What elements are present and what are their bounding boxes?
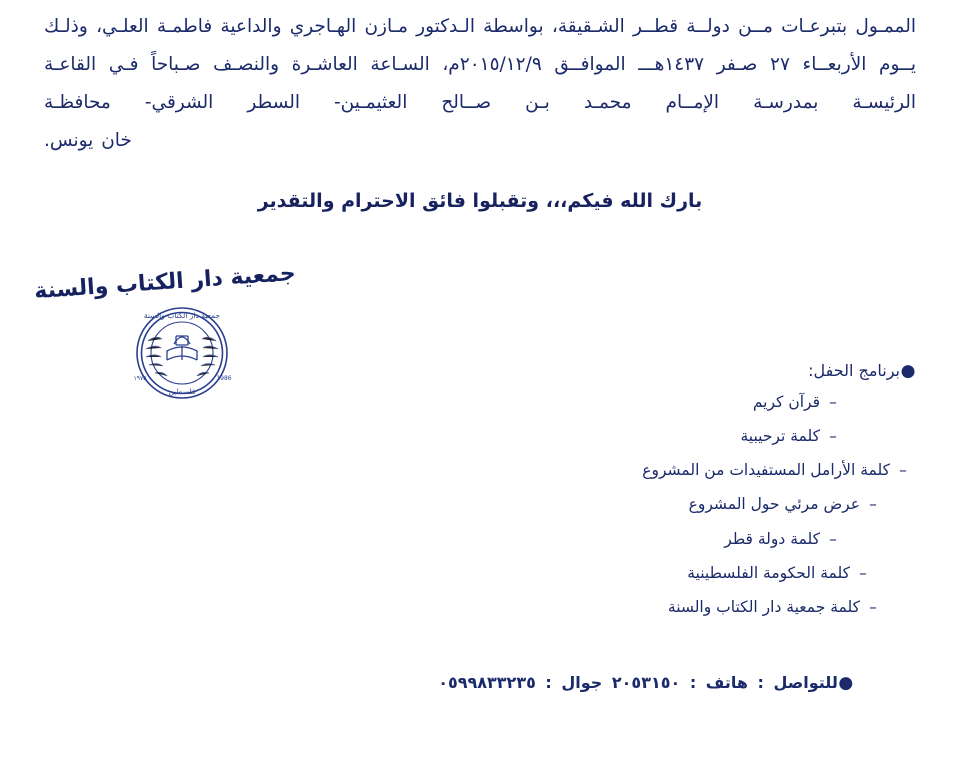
seal-bottom-text: فلسطين <box>168 386 196 396</box>
dash-icon: – <box>829 529 837 548</box>
program-item-label: عرض مرئي حول المشروع <box>688 495 860 514</box>
dash-icon: – <box>829 392 837 411</box>
body-paragraph <box>44 8 916 160</box>
bullet-icon: ● <box>900 361 916 381</box>
seal-right-year: 1986 <box>216 374 232 382</box>
list-item <box>416 392 846 412</box>
paragraph-line-2: وذلـك يــوم الأربعــاء ٢٧ صـفر ١٤٣٧هـــ الموافــق ٢٠١٥/١٢/٩م، السـاعة العاشـرة والنصـف <box>44 16 916 75</box>
dash-icon: – <box>859 563 867 582</box>
blessing-line: بارك الله فيكم،،، وتقبلوا فائق الاحترام والتقدير <box>257 189 703 212</box>
dash-icon: – <box>899 461 907 480</box>
program-item-label: قرآن كريم <box>752 392 820 411</box>
list-item <box>416 563 876 583</box>
list-item <box>416 426 846 446</box>
dash-icon: – <box>869 597 877 616</box>
paragraph-line-1: الممـول بتبرعـات مــن دولــة قطــر الشـقيقة، بواسطة الـدكتور مـازن الهـاجري والداعية فاطمـة العلـي، <box>96 16 916 37</box>
program-items <box>416 392 916 617</box>
seal-left-year: ١٩٧٥ <box>133 374 147 382</box>
list-item <box>416 529 846 549</box>
list-item <box>416 597 886 617</box>
contact-text: للتواصل : هاتف : ٢٠٥٣١٥٠ جوال : ٠٥٩٩٨٣٣٢٣٥ <box>438 673 838 692</box>
program-item-label: كلمة دولة قطر <box>724 529 820 548</box>
program-item-label: كلمة ترحيبية <box>740 427 820 446</box>
list-item <box>416 460 916 480</box>
dash-icon: – <box>869 495 877 514</box>
contact-section <box>376 672 916 702</box>
dash-icon: – <box>829 427 837 446</box>
association-seal-icon <box>118 294 246 412</box>
seal-top-text: جمعية دار الكتاب والسنة <box>143 310 221 320</box>
bullet-icon: ● <box>838 673 854 693</box>
paragraph-line-4: خان يونس. <box>44 129 132 151</box>
contact-row <box>376 672 916 695</box>
program-section <box>416 360 916 631</box>
association-name: جمعية دار الكتاب والسنة <box>33 260 297 304</box>
list-item <box>416 494 886 514</box>
program-heading-row <box>416 360 916 383</box>
program-item-label: كلمة الأرامل المستفيدات من المشروع <box>642 461 890 480</box>
program-item-label: كلمة الحكومة الفلسطينية <box>687 563 850 582</box>
program-item-label: كلمة جمعية دار الكتاب والسنة <box>667 597 860 616</box>
program-heading: برنامج الحفل: <box>808 361 900 380</box>
paragraph-line-3: صـباحاً فـي القاعـة الرئيسـة بمدرسـة الإمــام محمـد بـن صــالح العثيمـين- السطر الشرقي- محافظـة <box>44 53 916 113</box>
